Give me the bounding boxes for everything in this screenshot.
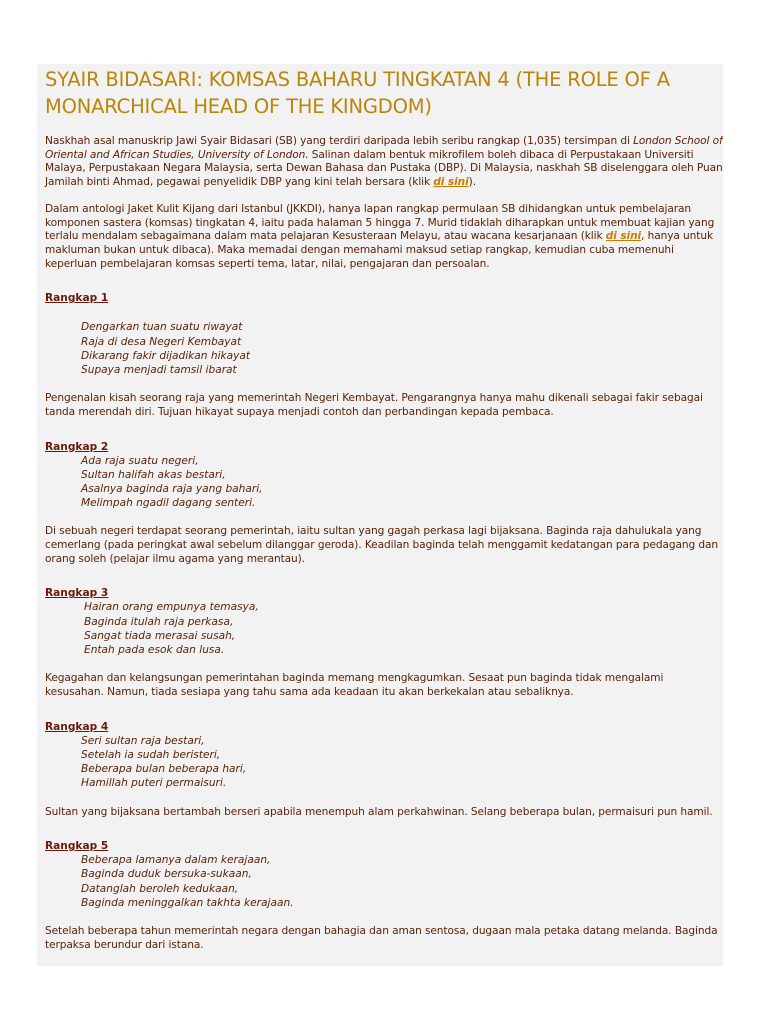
rangkap-3-explanation: Kegagahan dan kelangsungan pemerintahan baginda memang mengkagumkan. Sesaat pun baginda tidak mengalami kesusahan. Namun, tiada sesiapa yang tahu sama ada keadaan itu akan berkekalan atau sebaliknya. bbox=[45, 672, 664, 698]
rangkap-4-stanza bbox=[45, 734, 723, 791]
verse-line: Baginda duduk bersuka-sukaan, bbox=[81, 868, 252, 881]
rangkap-4-heading[interactable]: Rangkap 4 bbox=[45, 720, 109, 733]
di-sini-link-2[interactable]: di sini bbox=[605, 230, 642, 243]
rangkap-1-heading[interactable]: Rangkap 1 bbox=[45, 292, 109, 305]
verse-line: Entah pada esok dan lusa. bbox=[84, 644, 225, 657]
rangkap-4-explanation: Sultan yang bijaksana bertambah berseri apabila menempuh alam perkahwinan. Selang beberapa bulan, permaisuri pun hamil. bbox=[45, 805, 713, 818]
rangkap-1-stanza bbox=[45, 320, 723, 377]
intro-paragraph-1 bbox=[45, 135, 723, 190]
verse-line: Baginda meninggalkan takhta kerajaan. bbox=[81, 896, 294, 909]
verse-line: Hairan orang empunya temasya, bbox=[84, 601, 259, 614]
rangkap-5-section bbox=[45, 834, 723, 910]
verse-line: Asalnya baginda raja yang bahari, bbox=[81, 482, 263, 495]
rangkap-1-section bbox=[45, 286, 723, 377]
intro-paragraph-2 bbox=[45, 203, 723, 272]
rangkap-3-section bbox=[45, 581, 723, 657]
rangkap-1-explanation: Pengenalan kisah seorang raja yang memerintah Negeri Kembayat. Pengarangnya hanya mahu dikenali sebagai fakir sebagai tanda merendah diri. Tujuan hikayat supaya menjadi contoh dan perbandingan kepada pembaca. bbox=[45, 392, 703, 418]
verse-line: Datanglah beroleh kedukaan, bbox=[81, 882, 239, 895]
rangkap-5-explanation: Setelah beberapa tahun memerintah negara dengan bahagia dan aman sentosa, dugaan mala petaka datang melanda. Baginda terpaksa berundur dari istana. bbox=[45, 925, 718, 951]
verse-line: Beberapa lamanya dalam kerajaan, bbox=[81, 854, 271, 867]
verse-line: Hamillah puteri permaisuri. bbox=[81, 777, 227, 790]
rangkap-3-stanza bbox=[45, 600, 723, 657]
rangkap-2-explanation: Di sebuah negeri terdapat seorang pemerintah, iaitu sultan yang gagah perkasa lagi bijaksana. Baginda raja dahulukala yang cemerlang (pada peringkat awal sebelum dilanggar geroda). Keadilan baginda telah menggamit kedatangan para pedagang dan orang soleh (pelajar ilmu agama yang merantau). bbox=[45, 525, 718, 565]
intro1-text-c: ). bbox=[468, 176, 476, 189]
verse-line: Ada raja suatu negeri, bbox=[81, 454, 199, 467]
verse-line: Seri sultan raja bestari, bbox=[81, 734, 205, 747]
verse-line: Supaya menjadi tamsil ibarat bbox=[81, 363, 237, 376]
intro1-text-b: Salinan dalam bentuk mikrofilem boleh dibaca di Perpustakaan Universiti Malaya, Perpustakaan Negara Malaysia, serta Dewan Bahasa dan Pustaka (DBP). Di Malaysia, naskhah SB diselenggara oleh Puan Jamilah binti Ahmad, pegawai penyelidik DBP yang kini telah bersara (klik bbox=[45, 148, 723, 189]
verse-line: Sultan halifah akas bestari, bbox=[81, 468, 226, 481]
verse-line: Raja di desa Negeri Kembayat bbox=[81, 335, 242, 348]
verse-line: Melimpah ngadil dagang senteri. bbox=[81, 497, 256, 510]
rangkap-4-section bbox=[45, 715, 723, 791]
intro1-italic: London School of Oriental and African Studies, University of London. bbox=[45, 135, 723, 161]
document-page bbox=[37, 64, 723, 966]
rangkap-5-stanza bbox=[45, 853, 723, 910]
di-sini-link-1[interactable]: di sini bbox=[433, 176, 469, 189]
rangkap-3-heading[interactable]: Rangkap 3 bbox=[45, 587, 109, 600]
verse-line: Beberapa bulan beberapa hari, bbox=[81, 763, 247, 776]
intro2-text-b: , hanya untuk makluman bukan untuk dibaca). Maka memadai dengan memahami maksud setiap rangkap, kemudian cuba memenuhi keperluan pembelajaran komsas seperti tema, latar, nilai, pengajaran dan persoalan. bbox=[45, 230, 713, 270]
rangkap-2-heading[interactable]: Rangkap 2 bbox=[45, 440, 109, 453]
intro2-text-a: Dalam antologi Jaket Kulit Kijang dari Istanbul (JKKDI), hanya lapan rangkap permulaan SB dihidangkan untuk pembelajaran komponen sastera (komsas) tingkatan 4, iaitu pada halaman 5 hingga 7. Murid tidaklah diharapkan untuk membuat kajian yang terlalu mendalam sebagaimana dalam mata pelajaran Kesusteraan Melayu, atau wacana kesarjanaan (klik bbox=[45, 202, 715, 243]
page-title: SYAIR BIDASARI: KOMSAS BAHARU TINGKATAN 4 (THE ROLE OF A MONARCHICAL HEAD OF THE KINGDOM) bbox=[45, 68, 670, 118]
rangkap-2-stanza bbox=[45, 454, 723, 511]
verse-line: Baginda itulah raja perkasa, bbox=[84, 615, 234, 628]
verse-line: Sangat tiada merasai susah, bbox=[84, 629, 236, 642]
verse-line: Setelah ia sudah beristeri, bbox=[81, 748, 221, 761]
verse-line: Dengarkan tuan suatu riwayat bbox=[81, 321, 243, 334]
rangkap-2-section bbox=[45, 435, 723, 511]
verse-line: Dikarang fakir dijadikan hikayat bbox=[81, 349, 251, 362]
rangkap-5-heading[interactable]: Rangkap 5 bbox=[45, 840, 109, 853]
intro1-text-a: Naskhah asal manuskrip Jawi Syair Bidasari (SB) yang terdiri daripada lebih seribu rangkap (1,035) tersimpan di bbox=[45, 135, 634, 147]
